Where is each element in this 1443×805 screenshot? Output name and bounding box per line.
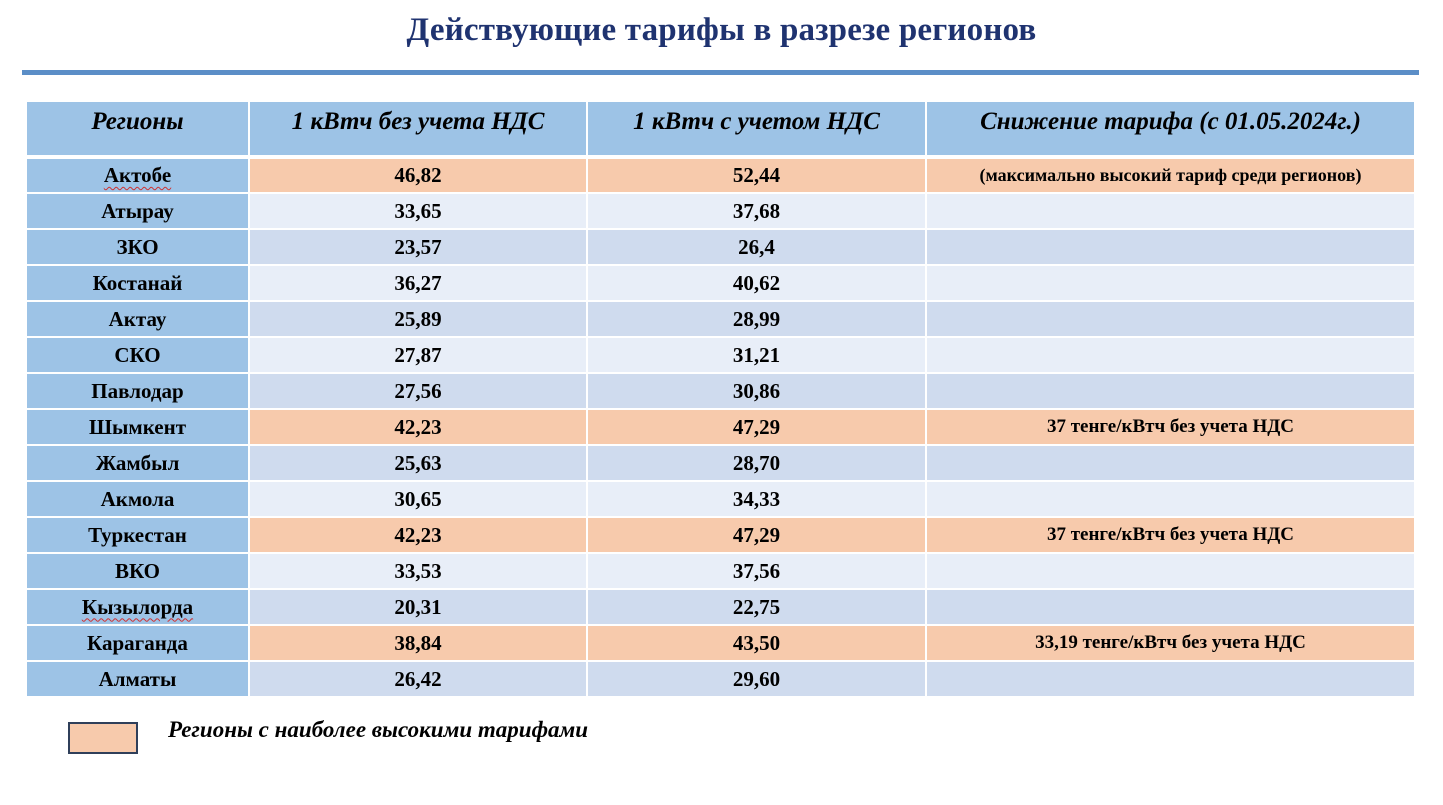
with-vat-cell: 34,33 [587,481,926,517]
with-vat-cell: 43,50 [587,625,926,661]
legend-label: Регионы с наиболее высокими тарифами [168,717,589,742]
reduction-note-cell [926,589,1415,625]
page-title: Действующие тарифы в разрезе регионов [406,12,1037,48]
reduction-note-cell [926,229,1415,265]
without-vat-cell: 38,84 [249,625,587,661]
with-vat-cell: 40,62 [587,265,926,301]
without-vat-cell: 46,82 [249,157,587,193]
with-vat-cell: 37,56 [587,553,926,589]
region-cell: Акмола [26,481,249,517]
without-vat-cell: 25,63 [249,445,587,481]
with-vat-cell: 47,29 [587,409,926,445]
region-cell [26,589,249,625]
without-vat-cell: 26,42 [249,661,587,697]
header-with-vat-text: 1 кВтч с учетом НДС [633,108,880,135]
table-row [26,445,1415,481]
table-row [26,373,1415,409]
with-vat-cell: 28,99 [587,301,926,337]
region-cell: Костанай [26,265,249,301]
table-row [26,229,1415,265]
reduction-note-cell [926,301,1415,337]
without-vat-cell: 36,27 [249,265,587,301]
header-without-vat [249,101,587,157]
region-name: Актобе [103,163,172,187]
without-vat-cell: 42,23 [249,517,587,553]
reduction-note-cell: 37 тенге/кВтч без учета НДС [926,517,1415,553]
reduction-note-cell [926,265,1415,301]
region-cell: Жамбыл [26,445,249,481]
with-vat-cell: 47,29 [587,517,926,553]
region-cell: ВКО [26,553,249,589]
table-row [26,301,1415,337]
without-vat-cell: 27,87 [249,337,587,373]
table-row [26,193,1415,229]
title-divider [22,70,1419,75]
region-name: Кызылорда [81,594,194,619]
table-row [26,481,1415,517]
header-with-vat [587,101,926,157]
reduction-note-cell [926,481,1415,517]
table-row [26,553,1415,589]
region-cell: Туркестан [26,517,249,553]
with-vat-cell: 31,21 [587,337,926,373]
reduction-note-cell: 37 тенге/кВтч без учета НДС [926,409,1415,445]
reduction-note-cell [926,661,1415,697]
without-vat-cell: 23,57 [249,229,587,265]
without-vat-cell: 42,23 [249,409,587,445]
table-row [26,661,1415,697]
region-cell: Павлодар [26,373,249,409]
table-row [26,265,1415,301]
without-vat-cell: 20,31 [249,589,587,625]
legend-swatch [68,722,138,754]
table-row [26,409,1415,445]
table-row [26,589,1415,625]
reduction-note-cell: 33,19 тенге/кВтч без учета НДС [926,625,1415,661]
table-row [26,517,1415,553]
reduction-note-cell: (максимально высокий тариф среди регионов) [926,157,1415,193]
region-cell: Актау [26,301,249,337]
table-row [26,337,1415,373]
header-without-vat-text: 1 кВтч без учета НДС [291,108,545,135]
reduction-note-cell [926,553,1415,589]
with-vat-cell: 52,44 [587,157,926,193]
reduction-note-cell [926,337,1415,373]
with-vat-cell: 30,86 [587,373,926,409]
region-cell [26,157,249,193]
region-cell: Шымкент [26,409,249,445]
without-vat-cell: 25,89 [249,301,587,337]
reduction-note-cell [926,373,1415,409]
with-vat-cell: 26,4 [587,229,926,265]
region-cell: Алматы [26,661,249,697]
table-row [26,157,1415,193]
header-tariff-reduction: Снижение тарифа (с 01.05.2024г.) [926,101,1415,157]
tariffs-table [25,100,1416,698]
region-cell: Караганда [26,625,249,661]
with-vat-cell: 28,70 [587,445,926,481]
region-cell: СКО [26,337,249,373]
region-cell: ЗКО [26,229,249,265]
header-regions: Регионы [26,101,249,157]
with-vat-cell: 22,75 [587,589,926,625]
table-row [26,625,1415,661]
with-vat-cell: 29,60 [587,661,926,697]
without-vat-cell: 33,53 [249,553,587,589]
with-vat-cell: 37,68 [587,193,926,229]
reduction-note-cell [926,445,1415,481]
without-vat-cell: 27,56 [249,373,587,409]
without-vat-cell: 30,65 [249,481,587,517]
reduction-note-cell [926,193,1415,229]
table-header-row [26,101,1415,157]
without-vat-cell: 33,65 [249,193,587,229]
region-cell: Атырау [26,193,249,229]
